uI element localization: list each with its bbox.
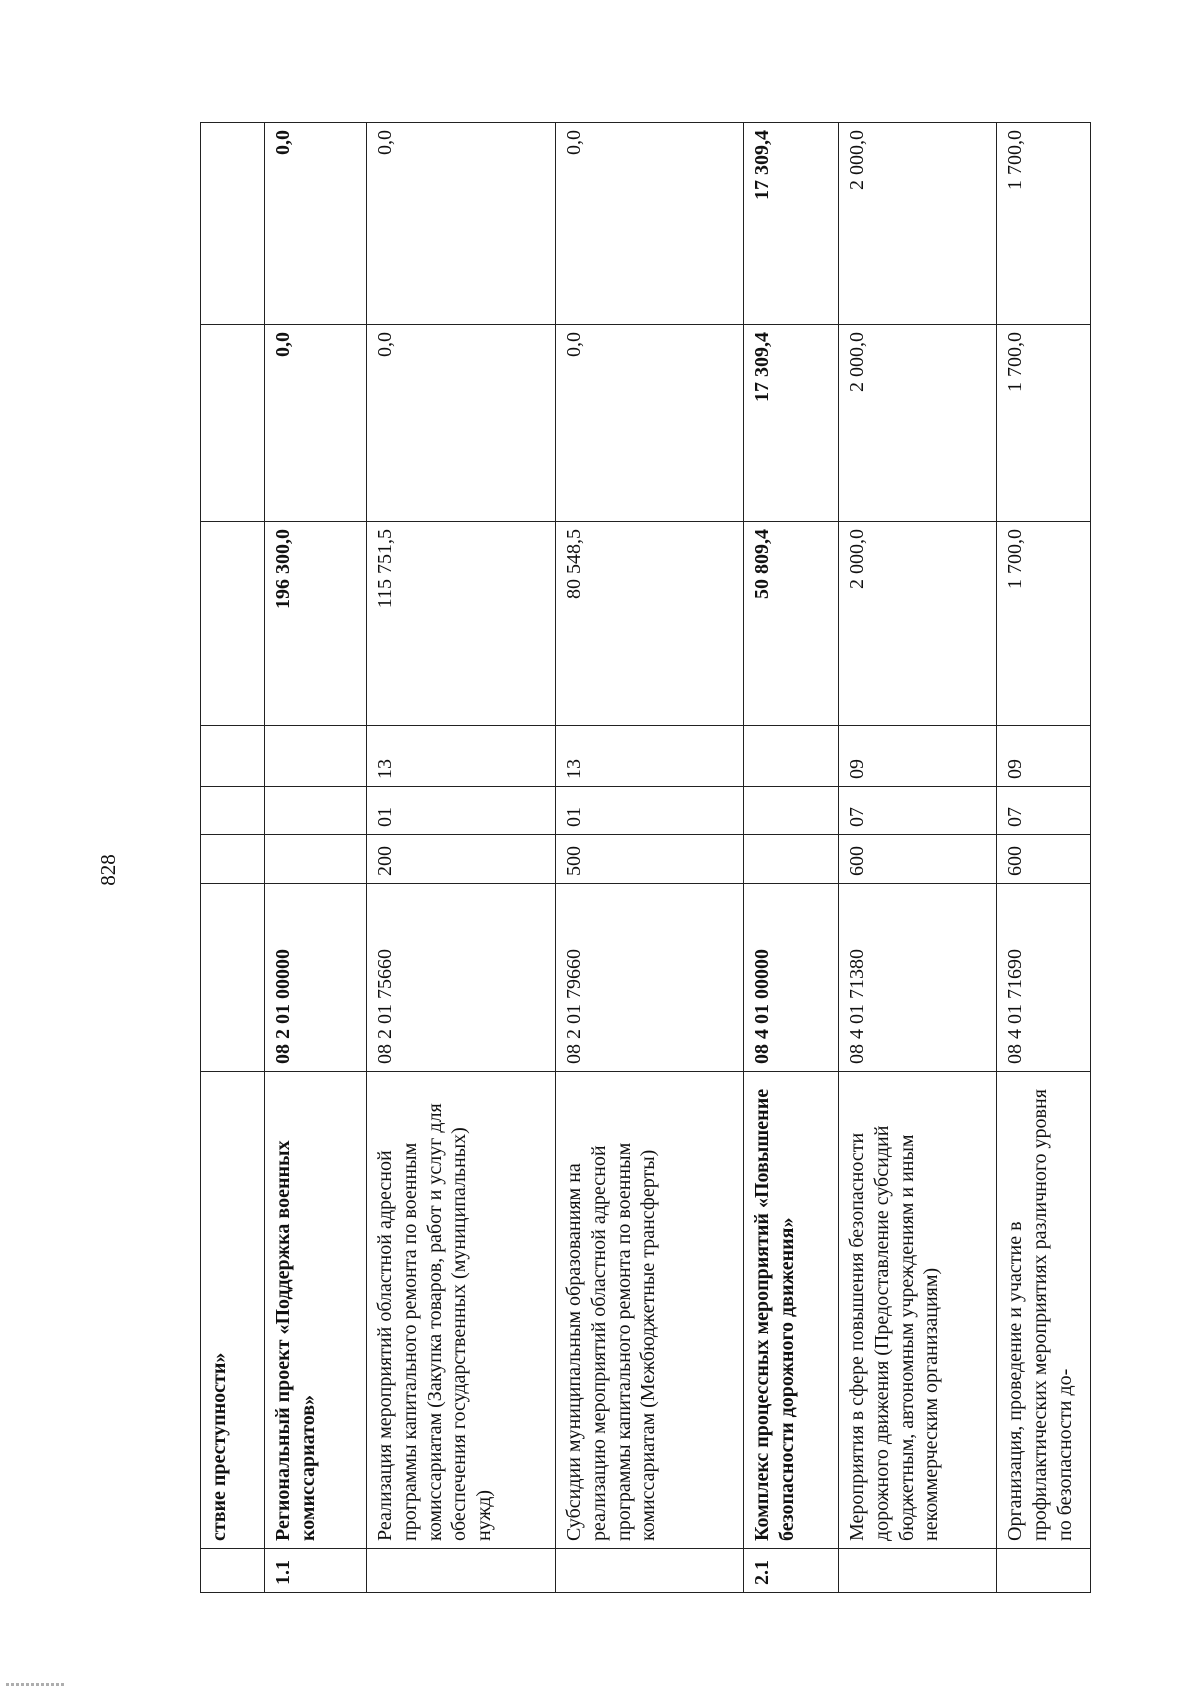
subsection-cell: 09: [839, 726, 997, 787]
subsection-cell: 09: [997, 726, 1091, 787]
target-article-cell: 08 4 01 00000: [744, 884, 839, 1072]
target-article-cell: 08 4 01 71380: [839, 884, 997, 1072]
scan-edge-mark: [6, 1683, 66, 1686]
expense-type-cell: [201, 835, 265, 884]
expense-type-cell: [265, 835, 367, 884]
section-cell: 01: [367, 787, 556, 835]
table-body: [201, 123, 1091, 1593]
name-cell: Субсидии муниципальным образованиям на реализацию мероприятий областной адресной программы капитального ремонта по военным комиссариатам (Межбюджетные трансферты): [556, 1072, 744, 1549]
table-row: [997, 123, 1091, 1593]
page-number: 828: [96, 854, 120, 886]
row-number-cell: [839, 1549, 997, 1593]
subsection-cell: [265, 726, 367, 787]
section-cell: 01: [556, 787, 744, 835]
table-row: [556, 123, 744, 1593]
name-cell: Реализация мероприятий областной адресной программы капитального ремонта по военным комиссариатам (Закупка товаров, работ и услуг для обеспечения государственных (муниципальных) нужд): [367, 1072, 556, 1549]
expense-type-cell: 600: [839, 835, 997, 884]
rotated-page: [200, 123, 1100, 1593]
amount-year1-cell: 196 300,0: [265, 522, 367, 726]
target-article-cell: 08 4 01 71690: [997, 884, 1091, 1072]
amount-year3-cell: 0,0: [265, 123, 367, 325]
name-cell: Мероприятия в сфере повышения безопасности дорожного движения (Предоставление субсидий бюджетным, автономным учреждениям и иным некоммерческим организациям): [839, 1072, 997, 1549]
expense-type-cell: 600: [997, 835, 1091, 884]
amount-year3-cell: 17 309,4: [744, 123, 839, 325]
subsection-cell: [201, 726, 265, 787]
subsection-cell: [744, 726, 839, 787]
section-cell: [201, 787, 265, 835]
amount-year2-cell: 1 700,0: [997, 325, 1091, 522]
row-number-cell: [997, 1549, 1091, 1593]
table-row: [265, 123, 367, 1593]
subsection-cell: 13: [556, 726, 744, 787]
name-cell: ствие преступности»: [201, 1072, 265, 1549]
amount-year1-cell: 1 700,0: [997, 522, 1091, 726]
section-cell: 07: [997, 787, 1091, 835]
amount-year1-cell: 115 751,5: [367, 522, 556, 726]
section-cell: [744, 787, 839, 835]
target-article-cell: [201, 884, 265, 1072]
row-number-cell: [201, 1549, 265, 1593]
row-number-cell: [367, 1549, 556, 1593]
amount-year2-cell: [201, 325, 265, 522]
amount-year2-cell: 0,0: [265, 325, 367, 522]
amount-year3-cell: [201, 123, 265, 325]
expense-type-cell: 200: [367, 835, 556, 884]
target-article-cell: 08 2 01 79660: [556, 884, 744, 1072]
budget-table: [200, 122, 1091, 1593]
name-cell: Региональный проект «Поддержка военных комиссариатов»: [265, 1072, 367, 1549]
table-row: [744, 123, 839, 1593]
amount-year1-cell: 50 809,4: [744, 522, 839, 726]
amount-year1-cell: 2 000,0: [839, 522, 997, 726]
subsection-cell: 13: [367, 726, 556, 787]
amount-year2-cell: 0,0: [367, 325, 556, 522]
amount-year3-cell: 0,0: [556, 123, 744, 325]
name-cell: Организация, проведение и участие в профилактических мероприятиях различного уровня по безопасности до-: [997, 1072, 1091, 1549]
target-article-cell: 08 2 01 00000: [265, 884, 367, 1072]
amount-year1-cell: [201, 522, 265, 726]
amount-year1-cell: 80 548,5: [556, 522, 744, 726]
table-row: [367, 123, 556, 1593]
table-row: [839, 123, 997, 1593]
expense-type-cell: 500: [556, 835, 744, 884]
row-number-cell: 1.1: [265, 1549, 367, 1593]
amount-year2-cell: 0,0: [556, 325, 744, 522]
amount-year3-cell: 0,0: [367, 123, 556, 325]
name-cell: Комплекс процессных мероприятий «Повышение безопасности дорожного движения»: [744, 1072, 839, 1549]
target-article-cell: 08 2 01 75660: [367, 884, 556, 1072]
amount-year2-cell: 2 000,0: [839, 325, 997, 522]
row-number-cell: 2.1: [744, 1549, 839, 1593]
expense-type-cell: [744, 835, 839, 884]
amount-year2-cell: 17 309,4: [744, 325, 839, 522]
table-row: [201, 123, 265, 1593]
section-cell: 07: [839, 787, 997, 835]
amount-year3-cell: 1 700,0: [997, 123, 1091, 325]
section-cell: [265, 787, 367, 835]
row-number-cell: [556, 1549, 744, 1593]
amount-year3-cell: 2 000,0: [839, 123, 997, 325]
